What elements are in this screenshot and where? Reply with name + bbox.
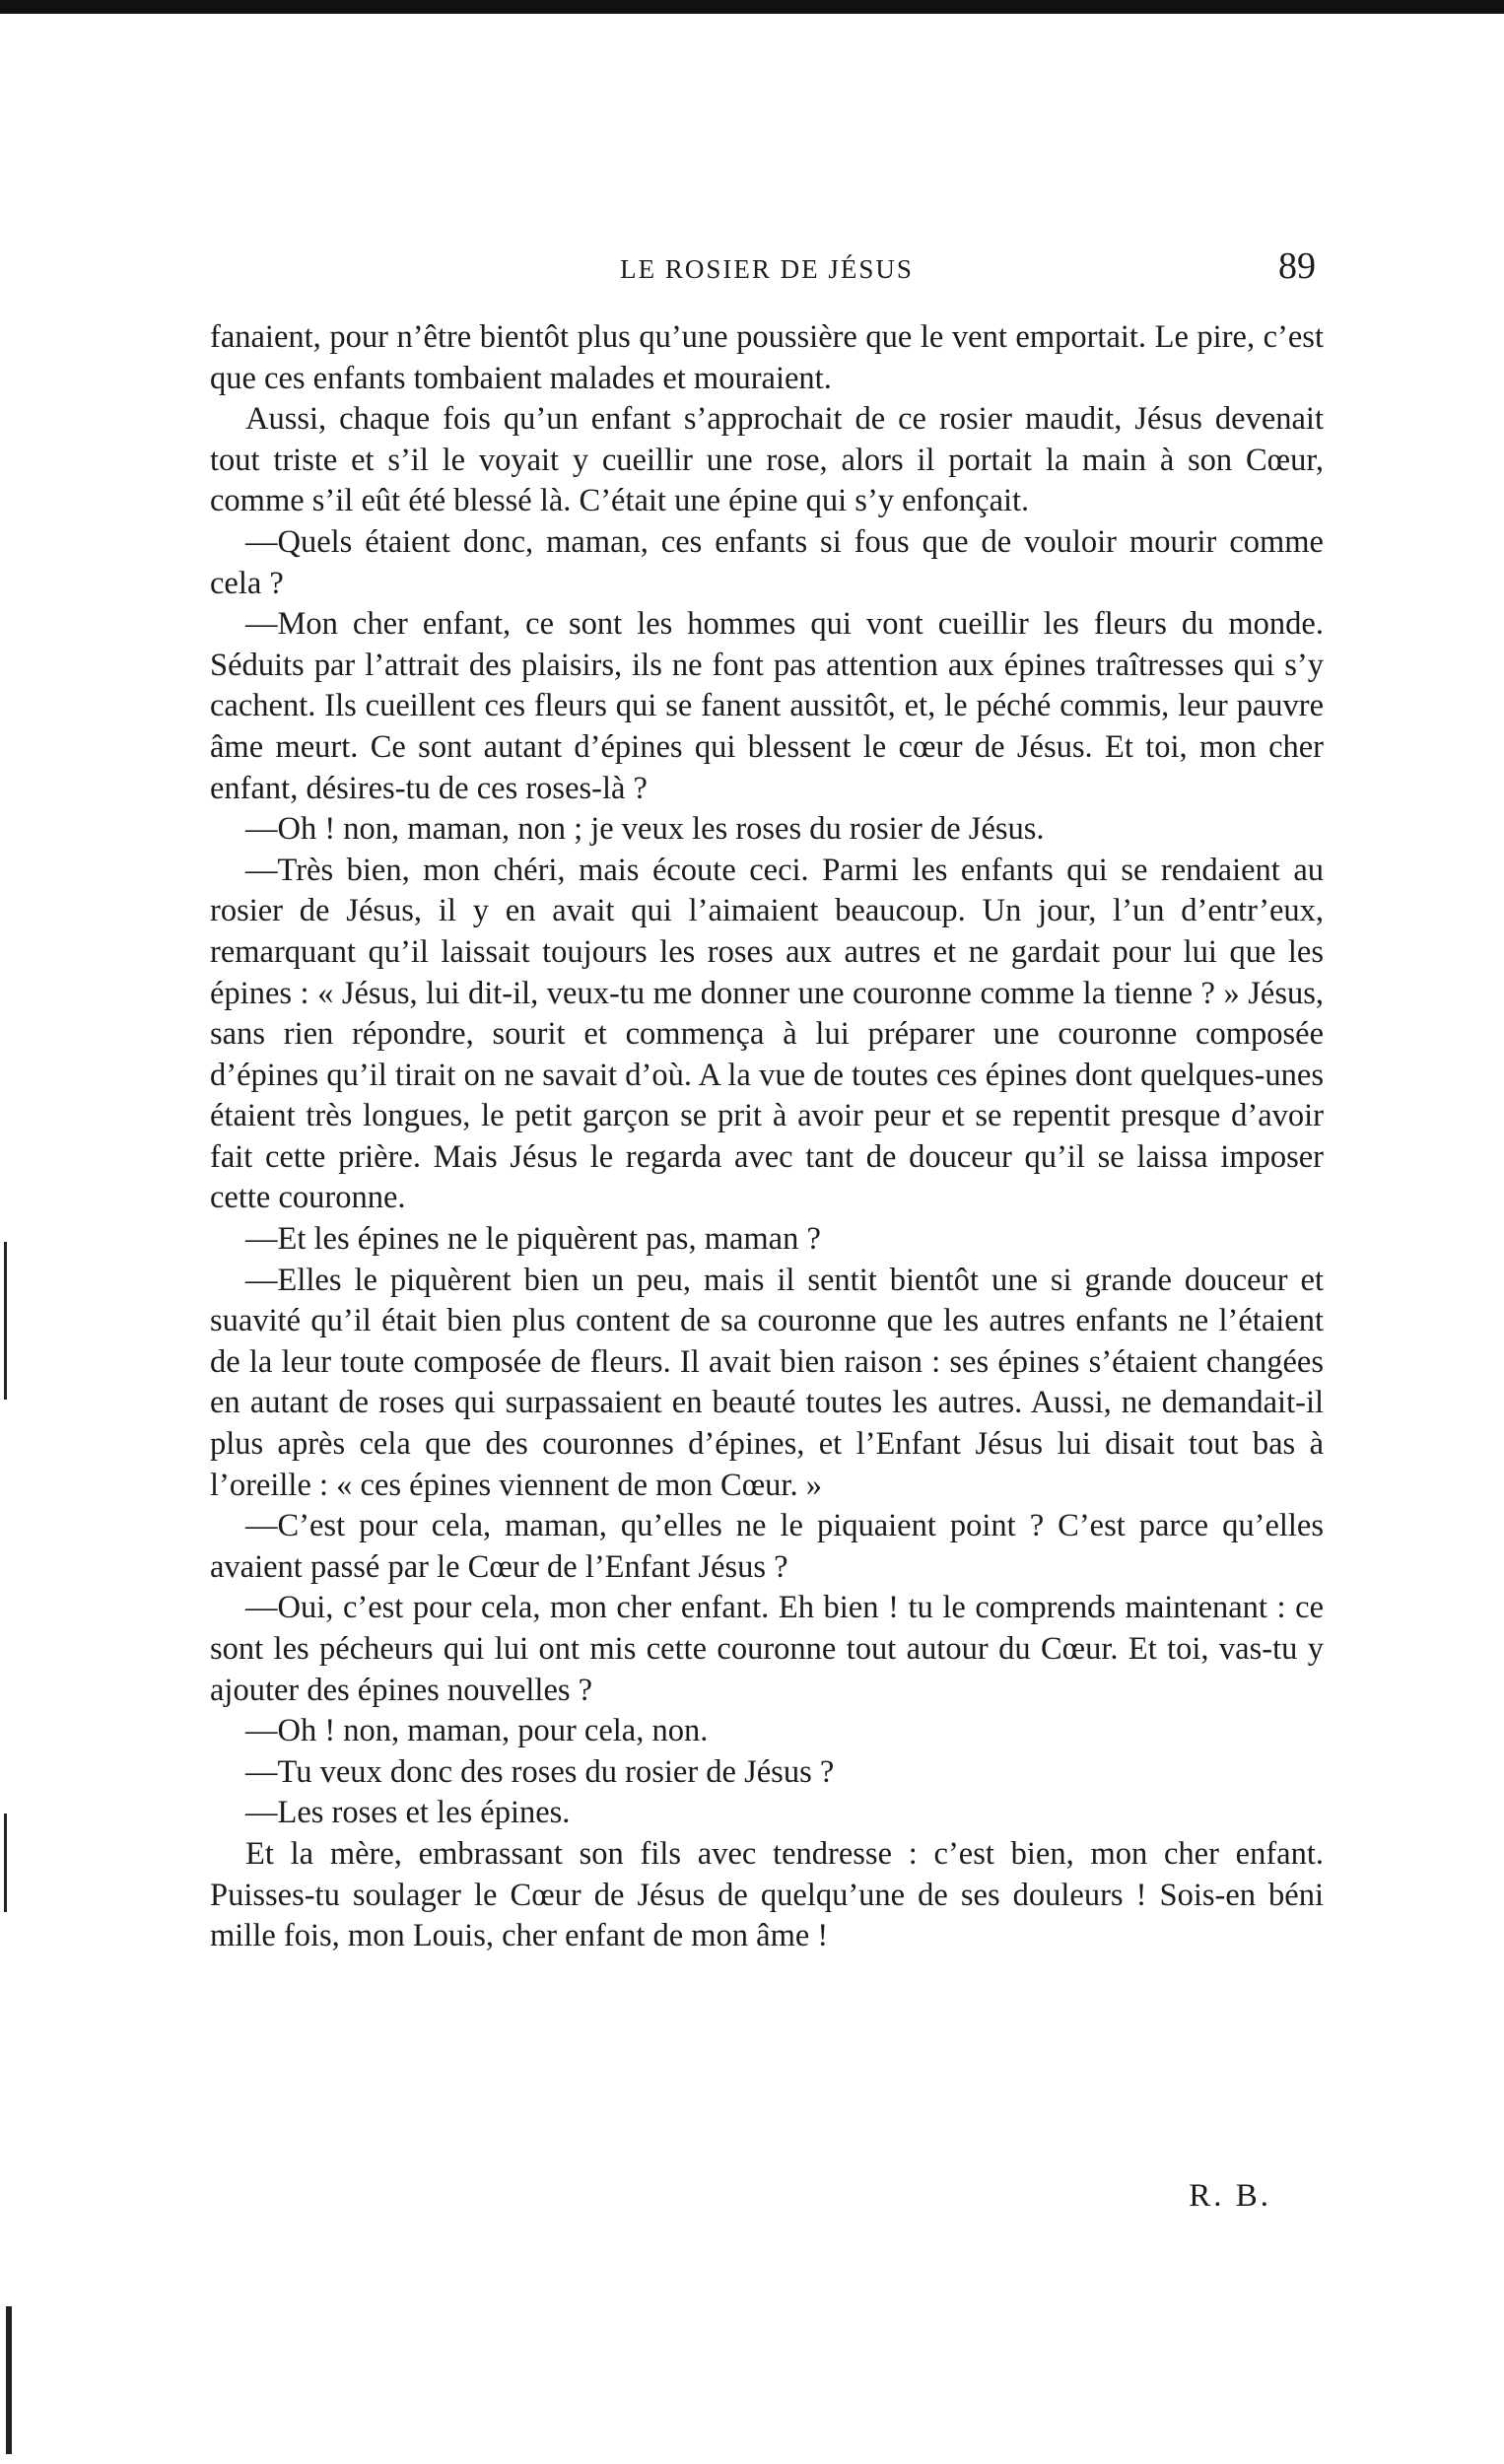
- paragraph: —Et les épines ne le piquèrent pas, maman ?: [245, 1221, 821, 1258]
- body-text: [210, 317, 1324, 1957]
- paragraph: —C’est pour cela, maman, qu’elles ne le piquaient point ? C’est parce qu’elles avaient passé par le Cœur de l’Enfant Jésus ?: [210, 1508, 1324, 1585]
- paragraph: —Oui, c’est pour cela, mon cher enfant. Eh bien ! tu le comprends maintenant : ce sont les pécheurs qui lui ont mis cette couronne tout autour du Cœur. Et toi, vas-tu y ajouter des épines nouvelles ?: [210, 1590, 1324, 1708]
- page-header: [210, 244, 1324, 294]
- paragraph: —Très bien, mon chéri, mais écoute ceci. Parmi les enfants qui se rendaient au rosier de Jésus, il y en avait qui l’aimaient beaucoup. Un jour, l’un d’entr’eux, remarquant qu’il laissait toujours les roses aux autres et ne gardait pour lui que les épines : « Jésus, lui dit-il, veux-tu me donner une couronne comme la tienne ? » Jésus, sans rien répondre, sourit et commença à lui préparer une couronne composée d’épines qu’il tirait on ne savait d’où. A la vue de toutes ces épines dont quelques-unes étaient très longues, le petit garçon se prit à avoir peur et se repentit presque d’avoir fait cette prière. Mais Jésus le regarda avec tant de douceur qu’il se laissa imposer cette couronne.: [210, 852, 1324, 1216]
- paragraph: —Oh ! non, maman, non ; je veux les roses du rosier de Jésus.: [245, 811, 1045, 848]
- author-signature: R. B.: [1189, 2178, 1271, 2214]
- paragraph: —Quels étaient donc, maman, ces enfants si fous que de vouloir mourir comme cela ?: [210, 523, 1324, 601]
- paragraph: —Les roses et les épines.: [245, 1795, 571, 1831]
- paragraph: —Mon cher enfant, ce sont les hommes qui vont cueillir les fleurs du monde. Séduits par l’attrait des plaisirs, ils ne font pas attention aux épines traîtresses qui s’y cachent. Ils cueillent ces fleurs qui se fanent aussitôt, et, le péché commis, leur pauvre âme meurt. Ce sont autant d’épines qui blessent le cœur de Jésus. Et toi, mon cher enfant, désires-tu de ces roses-là ?: [210, 606, 1324, 806]
- paragraph: —Elles le piquèrent bien un peu, mais il sentit bientôt une si grande douceur et suavité qu’il était bien plus content de sa couronne que les autres enfants ne l’étaient de la leur toute composée de fleurs. Il avait bien raison : ses épines s’étaient changées en autant de roses qui surpassaient en beauté toutes les autres. Aussi, ne demandait-il plus après cela que des couronnes d’épines, et l’Enfant Jésus lui disait tout bas à l’oreille : « ces épines viennent de mon Cœur. »: [210, 1262, 1324, 1503]
- paragraph: Aussi, chaque fois qu’un enfant s’approchait de ce rosier maudit, Jésus devenait tout triste et s’il le voyait y cueillir une rose, alors il portait la main à son Cœur, comme s’il eût été blessé là. C’était une épine qui s’y enfonçait.: [210, 401, 1324, 519]
- page-number: 89: [1278, 245, 1316, 287]
- left-margin-mark: [6, 2306, 12, 2454]
- paragraph: —Oh ! non, maman, pour cela, non.: [245, 1713, 709, 1749]
- paragraph: fanaient, pour n’être bientôt plus qu’une poussière que le vent emportait. Le pire, c’est que ces enfants tombaient malades et mouraient.: [210, 319, 1324, 396]
- paragraph: —Tu veux donc des roses du rosier de Jésus ?: [245, 1753, 835, 1790]
- left-margin-mark: [4, 1814, 7, 1912]
- paragraph: Et la mère, embrassant son fils avec tendresse : c’est bien, mon cher enfant. Puisses-tu soulager le Cœur de Jésus de quelqu’une de ses douleurs ! Sois-en béni mille fois, mon Louis, cher enfant de mon âme !: [210, 1835, 1324, 1954]
- page-top-edge: [0, 0, 1504, 14]
- left-margin-mark: [4, 1242, 7, 1400]
- running-title: LE ROSIER DE JÉSUS: [620, 254, 914, 284]
